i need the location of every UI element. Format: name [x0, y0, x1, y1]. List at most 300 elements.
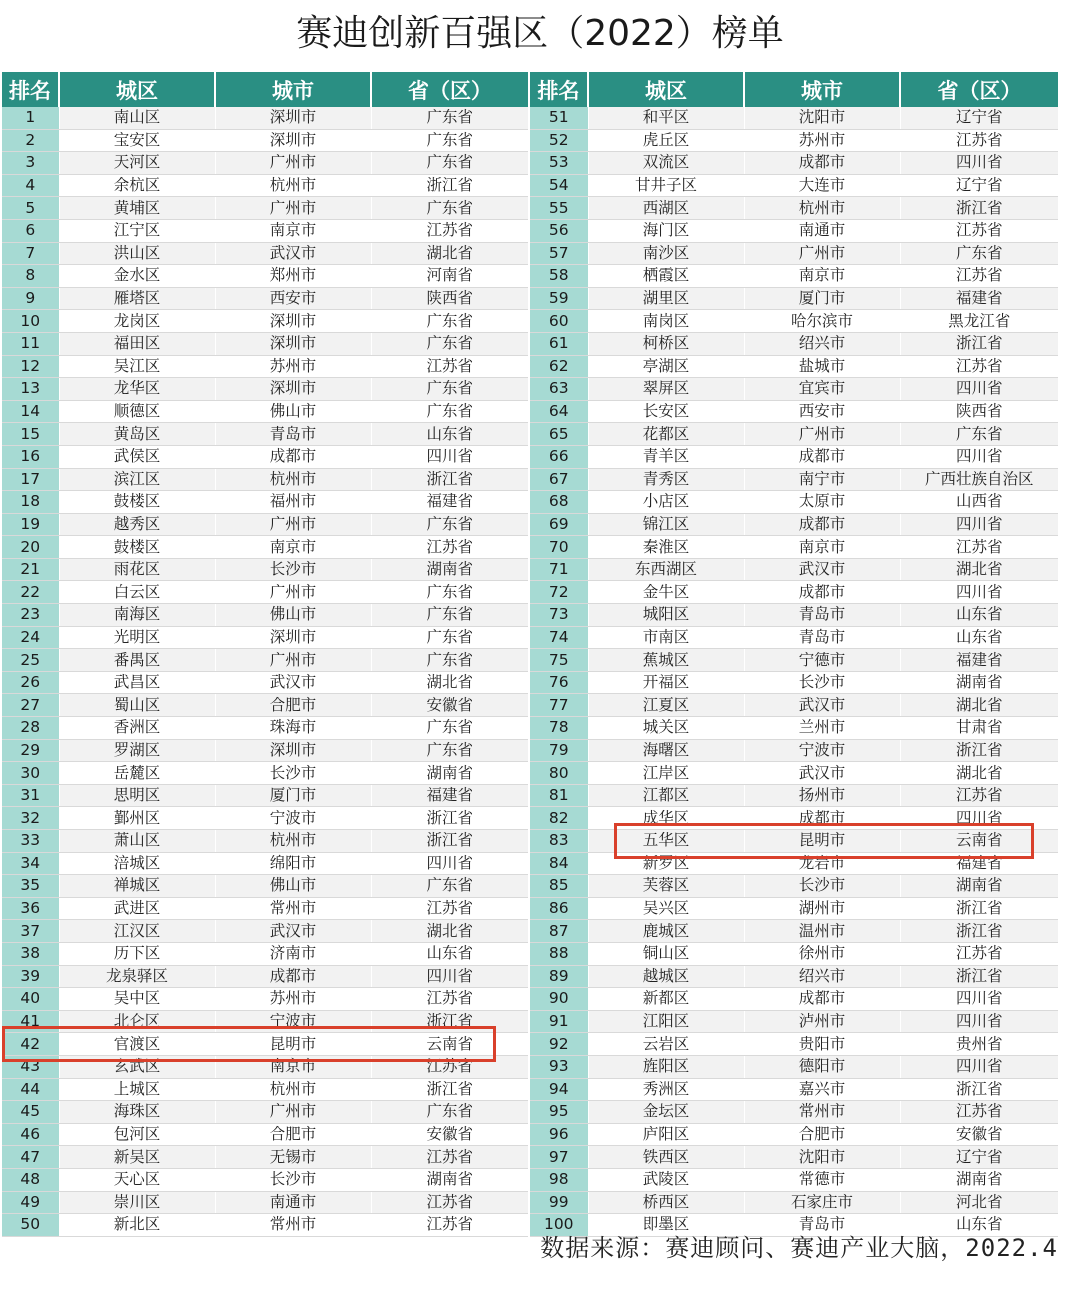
province-cell: 安徽省 [371, 694, 528, 717]
district-cell: 鼓楼区 [59, 536, 215, 559]
province-cell: 四川省 [900, 1010, 1058, 1033]
table-row [2, 897, 528, 920]
rank-cell: 44 [2, 1078, 59, 1101]
city-cell: 南京市 [744, 265, 900, 288]
city-cell: 长沙市 [215, 558, 371, 581]
city-cell: 合肥市 [215, 694, 371, 717]
table-row [2, 649, 528, 672]
table-row [530, 1123, 1058, 1146]
district-cell: 开福区 [588, 671, 744, 694]
rank-cell: 68 [530, 491, 588, 514]
city-cell: 成都市 [744, 581, 900, 604]
header-province: 省（区） [371, 72, 528, 107]
rank-cell: 74 [530, 626, 588, 649]
city-cell: 深圳市 [215, 378, 371, 401]
rank-cell: 10 [2, 310, 59, 333]
province-cell: 四川省 [900, 807, 1058, 830]
province-cell: 广西壮族自治区 [900, 468, 1058, 491]
city-cell: 青岛市 [744, 626, 900, 649]
rank-cell: 1 [2, 107, 59, 129]
province-cell: 广东省 [371, 513, 528, 536]
province-cell: 辽宁省 [900, 1146, 1058, 1169]
rank-cell: 49 [2, 1191, 59, 1214]
rank-cell: 54 [530, 174, 588, 197]
header-district: 城区 [59, 72, 215, 107]
city-cell: 合肥市 [215, 1123, 371, 1146]
table-row [2, 491, 528, 514]
city-cell: 成都市 [215, 965, 371, 988]
city-cell: 青岛市 [744, 604, 900, 627]
rank-cell: 25 [2, 649, 59, 672]
province-cell: 浙江省 [371, 830, 528, 853]
province-cell: 陕西省 [900, 400, 1058, 423]
table-row [530, 400, 1058, 423]
header-province: 省（区） [900, 72, 1058, 107]
page-title: 赛迪创新百强区（2022）榜单 [296, 13, 784, 54]
province-cell: 湖南省 [371, 1168, 528, 1191]
district-cell: 青秀区 [588, 468, 744, 491]
district-cell: 双流区 [588, 152, 744, 175]
city-cell: 常州市 [215, 1214, 371, 1237]
rank-cell: 3 [2, 152, 59, 175]
rank-cell: 32 [2, 807, 59, 830]
city-cell: 长沙市 [744, 671, 900, 694]
table-row [530, 920, 1058, 943]
province-cell: 浙江省 [371, 1010, 528, 1033]
table-row [2, 1010, 528, 1033]
province-cell: 浙江省 [371, 1078, 528, 1101]
table-row [2, 287, 528, 310]
table-row [2, 219, 528, 242]
table-row [2, 942, 528, 965]
district-cell: 吴江区 [59, 355, 215, 378]
table-row [530, 1078, 1058, 1101]
table-row [2, 1055, 528, 1078]
rank-cell: 19 [2, 513, 59, 536]
city-cell: 南京市 [215, 219, 371, 242]
rank-cell: 88 [530, 942, 588, 965]
district-cell: 萧山区 [59, 830, 215, 853]
rank-cell: 96 [530, 1123, 588, 1146]
rank-cell: 55 [530, 197, 588, 220]
rank-cell: 45 [2, 1101, 59, 1124]
table-row [530, 649, 1058, 672]
district-cell: 即墨区 [588, 1214, 744, 1237]
district-cell: 金坛区 [588, 1101, 744, 1124]
district-cell: 金水区 [59, 265, 215, 288]
rank-cell: 89 [530, 965, 588, 988]
rank-cell: 9 [2, 287, 59, 310]
rank-cell: 13 [2, 378, 59, 401]
province-cell: 山西省 [900, 491, 1058, 514]
rank-cell: 24 [2, 626, 59, 649]
province-cell: 云南省 [900, 830, 1058, 853]
rank-cell: 60 [530, 310, 588, 333]
district-cell: 天河区 [59, 152, 215, 175]
province-cell: 江苏省 [900, 784, 1058, 807]
rank-cell: 98 [530, 1168, 588, 1191]
province-cell: 四川省 [371, 852, 528, 875]
table-row [530, 107, 1058, 129]
province-cell: 广东省 [371, 107, 528, 129]
city-cell: 太原市 [744, 491, 900, 514]
rank-cell: 37 [2, 920, 59, 943]
table-row [530, 265, 1058, 288]
province-cell: 江苏省 [371, 1055, 528, 1078]
province-cell: 广东省 [371, 1101, 528, 1124]
ranking-table-left [2, 72, 528, 1237]
district-cell: 成华区 [588, 807, 744, 830]
rank-cell: 17 [2, 468, 59, 491]
city-cell: 珠海市 [215, 717, 371, 740]
province-cell: 广东省 [371, 626, 528, 649]
district-cell: 顺德区 [59, 400, 215, 423]
district-cell: 云岩区 [588, 1033, 744, 1056]
city-cell: 龙岩市 [744, 852, 900, 875]
district-cell: 青羊区 [588, 445, 744, 468]
district-cell: 南山区 [59, 107, 215, 129]
city-cell: 南京市 [215, 1055, 371, 1078]
rank-cell: 43 [2, 1055, 59, 1078]
table-row [530, 807, 1058, 830]
district-cell: 余杭区 [59, 174, 215, 197]
rank-cell: 92 [530, 1033, 588, 1056]
table-row [2, 1146, 528, 1169]
city-cell: 沈阳市 [744, 1146, 900, 1169]
province-cell: 河北省 [900, 1191, 1058, 1214]
province-cell: 江苏省 [900, 219, 1058, 242]
city-cell: 大连市 [744, 174, 900, 197]
rank-cell: 14 [2, 400, 59, 423]
city-cell: 西安市 [744, 400, 900, 423]
city-cell: 苏州市 [215, 988, 371, 1011]
province-cell: 四川省 [900, 513, 1058, 536]
city-cell: 武汉市 [215, 671, 371, 694]
district-cell: 五华区 [588, 830, 744, 853]
rank-cell: 50 [2, 1214, 59, 1237]
table-row [2, 107, 528, 129]
city-cell: 常州市 [744, 1101, 900, 1124]
district-cell: 涪城区 [59, 852, 215, 875]
rank-cell: 18 [2, 491, 59, 514]
province-cell: 江苏省 [900, 942, 1058, 965]
city-cell: 长沙市 [215, 762, 371, 785]
province-cell: 广东省 [371, 400, 528, 423]
table-row [530, 242, 1058, 265]
rank-cell: 67 [530, 468, 588, 491]
city-cell: 绍兴市 [744, 965, 900, 988]
table-row [2, 717, 528, 740]
province-cell: 江苏省 [900, 265, 1058, 288]
city-cell: 成都市 [744, 807, 900, 830]
city-cell: 湖州市 [744, 897, 900, 920]
district-cell: 海门区 [588, 219, 744, 242]
district-cell: 东西湖区 [588, 558, 744, 581]
province-cell: 山东省 [900, 1214, 1058, 1237]
province-cell: 安徽省 [371, 1123, 528, 1146]
district-cell: 天心区 [59, 1168, 215, 1191]
rank-cell: 78 [530, 717, 588, 740]
table-row [530, 287, 1058, 310]
district-cell: 芙蓉区 [588, 875, 744, 898]
city-cell: 武汉市 [215, 242, 371, 265]
province-cell: 浙江省 [900, 965, 1058, 988]
rank-cell: 66 [530, 445, 588, 468]
district-cell: 市南区 [588, 626, 744, 649]
table-row [2, 174, 528, 197]
rank-cell: 84 [530, 852, 588, 875]
province-cell: 广东省 [900, 242, 1058, 265]
city-cell: 扬州市 [744, 784, 900, 807]
table-row [2, 400, 528, 423]
table-row [530, 717, 1058, 740]
district-cell: 甘井子区 [588, 174, 744, 197]
city-cell: 成都市 [215, 445, 371, 468]
district-cell: 秦淮区 [588, 536, 744, 559]
province-cell: 福建省 [371, 491, 528, 514]
rank-cell: 48 [2, 1168, 59, 1191]
table-row [2, 1214, 528, 1237]
district-cell: 宝安区 [59, 129, 215, 152]
district-cell: 铜山区 [588, 942, 744, 965]
rank-cell: 83 [530, 830, 588, 853]
district-cell: 金牛区 [588, 581, 744, 604]
rank-cell: 99 [530, 1191, 588, 1214]
city-cell: 绵阳市 [215, 852, 371, 875]
data-source-note: 数据来源：赛迪顾问、赛迪产业大脑，2022.4 [540, 1234, 1058, 1262]
rank-cell: 79 [530, 739, 588, 762]
city-cell: 成都市 [744, 152, 900, 175]
table-row [2, 604, 528, 627]
table-row [2, 1123, 528, 1146]
city-cell: 杭州市 [215, 830, 371, 853]
table-row [530, 513, 1058, 536]
district-cell: 黄埔区 [59, 197, 215, 220]
table-row [2, 875, 528, 898]
district-cell: 江阳区 [588, 1010, 744, 1033]
city-cell: 西安市 [215, 287, 371, 310]
district-cell: 福田区 [59, 332, 215, 355]
city-cell: 泸州市 [744, 1010, 900, 1033]
province-cell: 陕西省 [371, 287, 528, 310]
district-cell: 官渡区 [59, 1033, 215, 1056]
table-row [2, 784, 528, 807]
rank-cell: 29 [2, 739, 59, 762]
rank-cell: 23 [2, 604, 59, 627]
province-cell: 湖北省 [900, 558, 1058, 581]
rank-cell: 51 [530, 107, 588, 129]
city-cell: 昆明市 [744, 830, 900, 853]
district-cell: 江都区 [588, 784, 744, 807]
province-cell: 浙江省 [371, 468, 528, 491]
table-row [530, 626, 1058, 649]
district-cell: 海曙区 [588, 739, 744, 762]
city-cell: 苏州市 [744, 129, 900, 152]
city-cell: 广州市 [215, 1101, 371, 1124]
province-cell: 江苏省 [371, 536, 528, 559]
rank-cell: 80 [530, 762, 588, 785]
table-row [530, 830, 1058, 853]
table-row [530, 694, 1058, 717]
city-cell: 南通市 [215, 1191, 371, 1214]
rank-cell: 8 [2, 265, 59, 288]
table-row [530, 875, 1058, 898]
table-row [530, 897, 1058, 920]
table-row [530, 152, 1058, 175]
province-cell: 湖南省 [371, 558, 528, 581]
province-cell: 湖北省 [900, 762, 1058, 785]
district-cell: 翠屏区 [588, 378, 744, 401]
province-cell: 湖南省 [371, 762, 528, 785]
district-cell: 洪山区 [59, 242, 215, 265]
district-cell: 越秀区 [59, 513, 215, 536]
province-cell: 福建省 [900, 287, 1058, 310]
table-row [2, 332, 528, 355]
rank-cell: 2 [2, 129, 59, 152]
city-cell: 宁德市 [744, 649, 900, 672]
rank-cell: 85 [530, 875, 588, 898]
city-cell: 济南市 [215, 942, 371, 965]
table-row [2, 1191, 528, 1214]
province-cell: 江苏省 [371, 988, 528, 1011]
city-cell: 佛山市 [215, 604, 371, 627]
header-city: 城市 [215, 72, 371, 107]
district-cell: 吴中区 [59, 988, 215, 1011]
district-cell: 崇川区 [59, 1191, 215, 1214]
province-cell: 广东省 [371, 649, 528, 672]
city-cell: 广州市 [215, 513, 371, 536]
table-row [530, 1033, 1058, 1056]
table-row [2, 355, 528, 378]
province-cell: 浙江省 [900, 197, 1058, 220]
province-cell: 广东省 [371, 717, 528, 740]
province-cell: 四川省 [900, 152, 1058, 175]
city-cell: 深圳市 [215, 107, 371, 129]
rank-cell: 94 [530, 1078, 588, 1101]
rank-cell: 56 [530, 219, 588, 242]
ranking-table-right [530, 72, 1058, 1237]
city-cell: 无锡市 [215, 1146, 371, 1169]
province-cell: 广东省 [371, 739, 528, 762]
table-row [2, 445, 528, 468]
table-row [530, 129, 1058, 152]
district-cell: 南海区 [59, 604, 215, 627]
district-cell: 上城区 [59, 1078, 215, 1101]
city-cell: 宁波市 [215, 1010, 371, 1033]
city-cell: 贵阳市 [744, 1033, 900, 1056]
district-cell: 罗湖区 [59, 739, 215, 762]
province-cell: 浙江省 [900, 920, 1058, 943]
rank-cell: 71 [530, 558, 588, 581]
city-cell: 徐州市 [744, 942, 900, 965]
table-row [530, 604, 1058, 627]
city-cell: 南京市 [215, 536, 371, 559]
city-cell: 成都市 [744, 513, 900, 536]
table-row [530, 445, 1058, 468]
city-cell: 深圳市 [215, 310, 371, 333]
province-cell: 广东省 [371, 604, 528, 627]
district-cell: 武进区 [59, 897, 215, 920]
rank-cell: 58 [530, 265, 588, 288]
province-cell: 浙江省 [371, 807, 528, 830]
rank-cell: 77 [530, 694, 588, 717]
rank-cell: 27 [2, 694, 59, 717]
district-cell: 岳麓区 [59, 762, 215, 785]
table-row [530, 1168, 1058, 1191]
table-row [2, 536, 528, 559]
table-row [2, 129, 528, 152]
province-cell: 湖北省 [371, 242, 528, 265]
rank-cell: 35 [2, 875, 59, 898]
province-cell: 江苏省 [371, 897, 528, 920]
district-cell: 长安区 [588, 400, 744, 423]
district-cell: 和平区 [588, 107, 744, 129]
rank-cell: 59 [530, 287, 588, 310]
city-cell: 广州市 [215, 197, 371, 220]
rank-cell: 30 [2, 762, 59, 785]
province-cell: 浙江省 [900, 1078, 1058, 1101]
district-cell: 滨江区 [59, 468, 215, 491]
table-row [2, 988, 528, 1011]
table-row [530, 581, 1058, 604]
city-cell: 广州市 [215, 649, 371, 672]
rank-cell: 12 [2, 355, 59, 378]
district-cell: 蜀山区 [59, 694, 215, 717]
city-cell: 兰州市 [744, 717, 900, 740]
province-cell: 山东省 [900, 604, 1058, 627]
rank-cell: 46 [2, 1123, 59, 1146]
district-cell: 亭湖区 [588, 355, 744, 378]
district-cell: 铁西区 [588, 1146, 744, 1169]
rank-cell: 42 [2, 1033, 59, 1056]
table-row [530, 739, 1058, 762]
rank-cell: 90 [530, 988, 588, 1011]
table-row [530, 197, 1058, 220]
rank-cell: 65 [530, 423, 588, 446]
district-cell: 白云区 [59, 581, 215, 604]
city-cell: 杭州市 [215, 468, 371, 491]
ranking-table-1-50 [2, 72, 528, 1237]
rank-cell: 7 [2, 242, 59, 265]
province-cell: 江苏省 [371, 219, 528, 242]
province-cell: 广东省 [371, 875, 528, 898]
province-cell: 浙江省 [900, 897, 1058, 920]
district-cell: 城阳区 [588, 604, 744, 627]
table-row [530, 942, 1058, 965]
table-row [530, 671, 1058, 694]
rank-cell: 39 [2, 965, 59, 988]
city-cell: 长沙市 [744, 875, 900, 898]
city-cell: 厦门市 [215, 784, 371, 807]
rank-cell: 16 [2, 445, 59, 468]
table-row [530, 536, 1058, 559]
rank-cell: 100 [530, 1214, 588, 1237]
province-cell: 四川省 [371, 965, 528, 988]
district-cell: 包河区 [59, 1123, 215, 1146]
rank-cell: 64 [530, 400, 588, 423]
district-cell: 江夏区 [588, 694, 744, 717]
district-cell: 西湖区 [588, 197, 744, 220]
city-cell: 广州市 [215, 581, 371, 604]
district-cell: 南岗区 [588, 310, 744, 333]
rank-cell: 47 [2, 1146, 59, 1169]
province-cell: 湖南省 [900, 671, 1058, 694]
rank-cell: 73 [530, 604, 588, 627]
rank-cell: 75 [530, 649, 588, 672]
city-cell: 福州市 [215, 491, 371, 514]
city-cell: 广州市 [744, 423, 900, 446]
rank-cell: 5 [2, 197, 59, 220]
